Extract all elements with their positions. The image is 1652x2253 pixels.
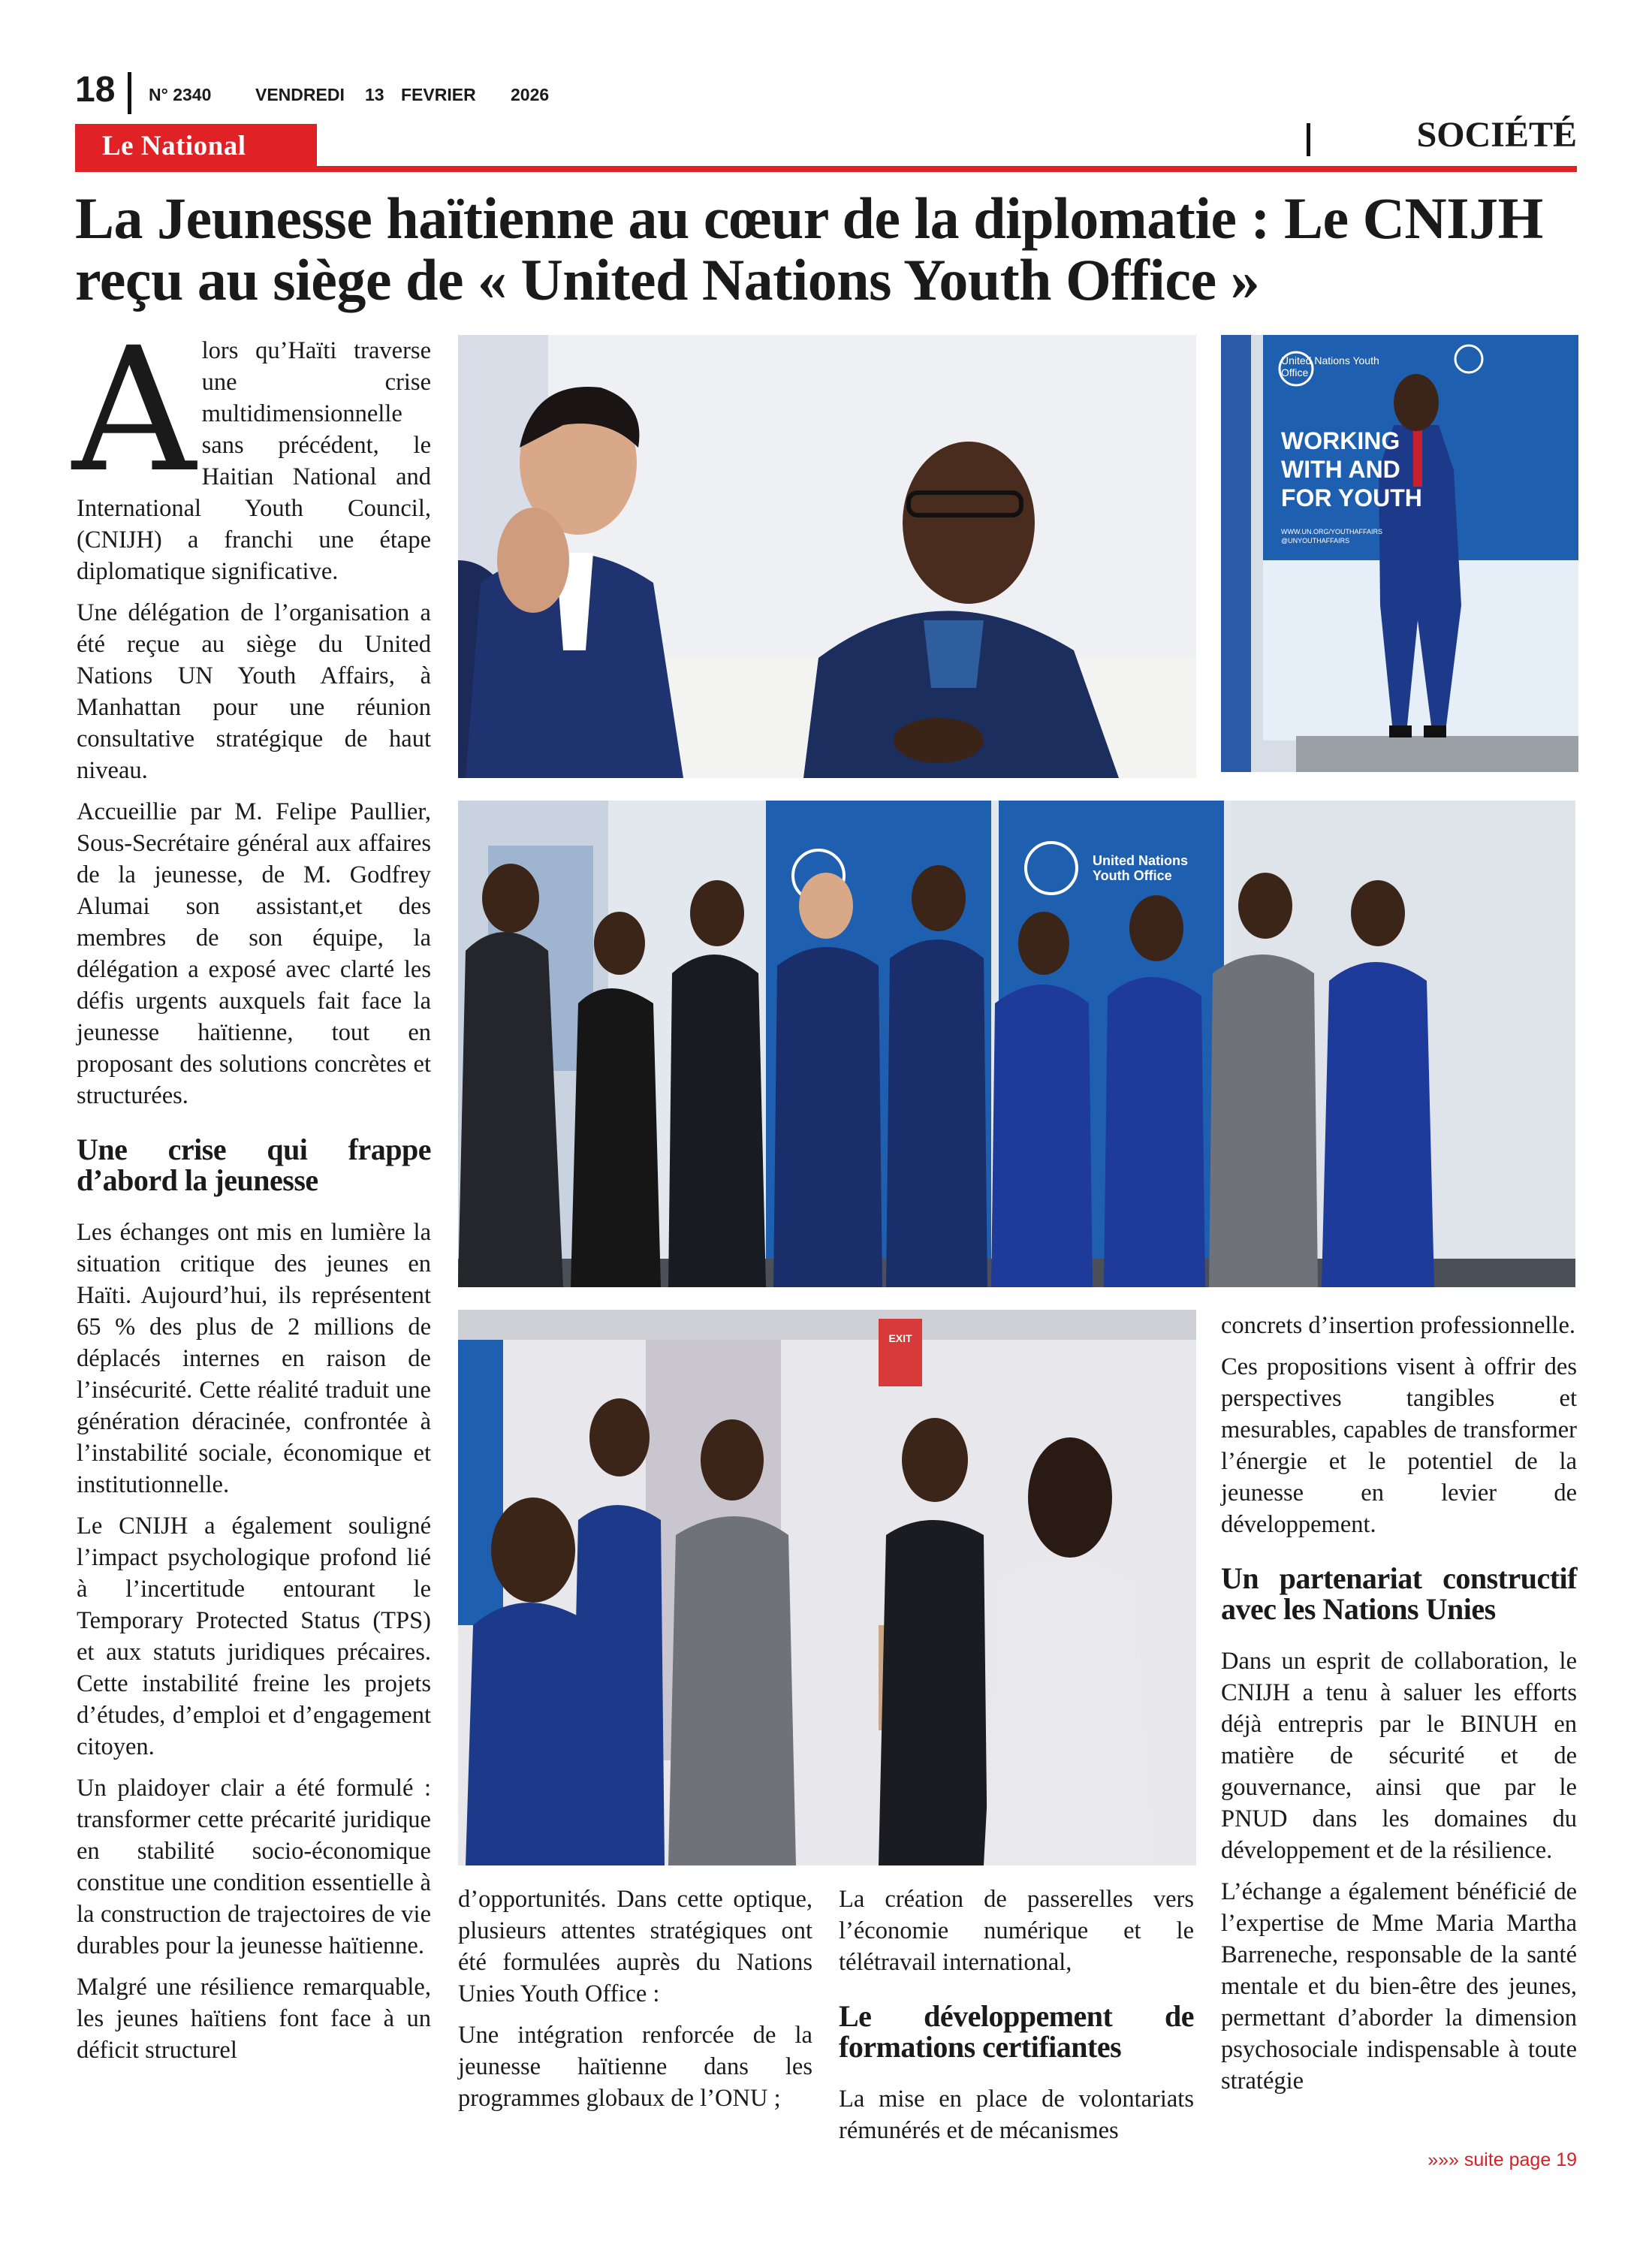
banner-handle-line: @UNYOUTHAFFAIRS xyxy=(1281,537,1350,544)
paragraph: Le CNIJH a également souligné l’impact psychologique profond lié à l’incertitude entourant le Temporary Protected Status (TPS) et aux statuts juridiques précaires. Cette instabilité freine les projets d’études, d’emploi et d’engagement citoyen. xyxy=(77,1513,431,1760)
paragraph: d’opportunités. Dans cette optique, plusieurs attentes stratégiques ont été formulées auprès du Nations Unies Youth Office : xyxy=(458,1886,812,2007)
group-banner-label: United Nations Youth Office xyxy=(1093,853,1189,883)
paragraph: L’échange a également bénéficié de l’expertise de Mme Maria Martha Barreneche, responsable de la santé mentale et du bien-être des jeunes, permettant d’aborder la dimension psychosociale indispensable à toute stratégie xyxy=(1221,1878,1577,2095)
headline-line-2: reçu au siège de « United Nations Youth Office » xyxy=(75,247,1260,312)
header-rule xyxy=(75,166,1577,172)
continued-link[interactable]: »»» suite page 19 xyxy=(1427,2149,1577,2170)
paragraph xyxy=(72,310,431,587)
article-column-4 xyxy=(1221,1310,1577,2107)
page-number: 18 xyxy=(75,70,116,110)
drop-cap: A xyxy=(72,310,196,510)
section-divider xyxy=(1307,123,1310,156)
paragraph: Accueillie par M. Felipe Paullier, Sous-Secrétaire général aux affaires de la jeunesse, de M. Godfrey Alumai son assistant,et des membres de son équipe, la délégation a exposé avec clarté les défis urgents auxquels fait face la jeunesse haïtienne, tout en proposant des solutions concrètes et structurées. xyxy=(77,798,431,1109)
subheading: Un partenariat constructif avec les Nations Unies xyxy=(1221,1561,1577,1626)
paragraph: Malgré une résilience remarquable, les jeunes haïtiens font face à un déficit structurel xyxy=(77,1974,431,2064)
meeting-photo xyxy=(458,335,1196,778)
issue-number: N° 2340 xyxy=(149,85,212,104)
portrait-photo xyxy=(1221,335,1578,772)
article-column-2 xyxy=(458,1884,812,2124)
banner-slogan-line-2: WITH AND xyxy=(1281,456,1400,483)
paragraph: Les échanges ont mis en lumière la situation critique des jeunes en Haïti. Aujourd’hui, ils représentent 65 % des plus de 2 millions de déplacés internes en raison de l’insécurité. Cette réalité traduit une génération déracinée, confrontée à l’instabilité sociale, économique et institutionnelle. xyxy=(77,1219,431,1498)
banner-url-line: WWW.UN.ORG/YOUTHAFFAIRS xyxy=(1281,528,1382,535)
group-photo xyxy=(458,801,1575,1287)
header-divider xyxy=(128,72,131,114)
date-year: 2026 xyxy=(511,85,550,104)
paragraph: La création de passerelles vers l’économie numérique et le télétravail international, xyxy=(839,1886,1194,1976)
banner-slogan xyxy=(1281,427,1422,512)
headline xyxy=(75,185,1577,312)
paragraph: Un plaidoyer clair a été formulé : transformer cette précarité juridique en stabilité socio-économique constitue une condition essentielle à la construction de trajectoires de vie durables pour la jeunesse haïtienne. xyxy=(77,1775,431,1959)
article-column-3 xyxy=(839,1884,1194,2156)
paragraph: Une délégation de l’organisation a été reçue au siège du United Nations UN Youth Affairs, à Manhattan pour une réunion consultative stratégique de haut niveau. xyxy=(77,599,431,784)
subheading: Le développement de formations certifiantes xyxy=(839,1999,1194,2064)
lead-text: lors qu’Haïti traverse une crise multidimensionnelle sans précédent, le Haitian National and International Youth Council, (CNIJH) a franchi une étape diplomatique significative. xyxy=(77,337,431,585)
paragraph: Dans un esprit de collaboration, le CNIJH a tenu à saluer les efforts déjà entrepris par le BINUH en matière de sécurité et de gouvernance, ainsi que par le PNUD dans les domaines du développement et de la résilience. xyxy=(1221,1648,1577,1864)
date-month: FEVRIER xyxy=(401,85,476,104)
banner-url xyxy=(1281,527,1382,545)
subheading: Une crise qui frappe d’abord la jeunesse xyxy=(77,1133,431,1197)
paragraph: Une intégration renforcée de la jeunesse haïtienne dans les programmes globaux de l’ONU ; xyxy=(458,2022,812,2112)
date-weekday: VENDREDI xyxy=(255,85,345,104)
banner-slogan-line-3: FOR YOUTH xyxy=(1281,484,1422,511)
banner-un-label: United Nations Youth Office xyxy=(1281,354,1379,379)
paragraph: Ces propositions visent à offrir des perspectives tangibles et mesurables, capables de transformer l’énergie et le potentiel de la jeunesse en levier de développement. xyxy=(1221,1353,1577,1538)
banner-slogan-line-1: WORKING xyxy=(1281,427,1400,454)
conversation-photo xyxy=(458,1310,1196,1865)
date-day: 13 xyxy=(365,85,384,104)
paragraph: concrets d’insertion professionnelle. xyxy=(1221,1312,1576,1339)
paragraph: La mise en place de volontariats rémunérés et de mécanismes xyxy=(839,2086,1194,2144)
headline-line-1: La Jeunesse haïtienne au cœur de la diplomatie : Le CNIJH xyxy=(75,185,1543,251)
publication-name: Le National xyxy=(102,131,246,161)
article-column-1 xyxy=(72,310,431,2076)
section-label: SOCIÉTÉ xyxy=(1416,115,1577,155)
exit-sign: EXIT xyxy=(888,1332,912,1344)
